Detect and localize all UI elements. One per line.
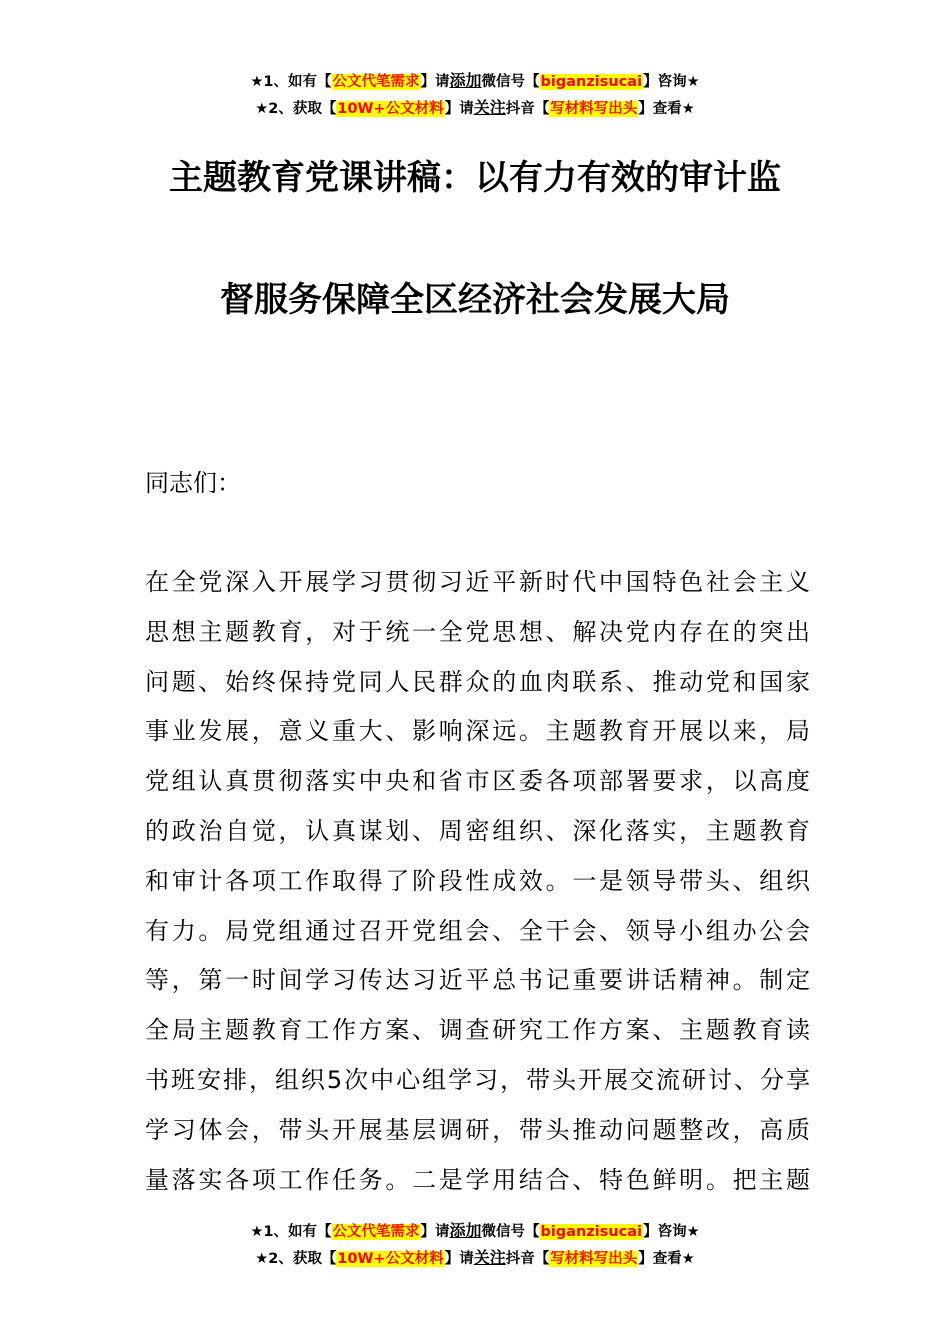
banner-text: 抖音【 [505,1251,550,1267]
body-line: 学习体会，带头开展基层调研，带头推动问题整改，高质 [145,1115,810,1144]
banner-text: 】咨询★ [643,1224,700,1240]
body-line: 量落实各项工作任务。二是学用结合、特色鲜明。把主题 [145,1165,810,1194]
banner-text: 】查看★ [638,101,695,117]
banner-text: 抖音【 [505,101,550,117]
body-line: 书班安排，组织5次中心组学习，带头开展交流研讨、分享 [145,1065,810,1094]
greeting: 同志们： [145,469,241,497]
footer-banner [0,1218,950,1272]
body-line: 问题、始终保持党同人民群众的血肉联系、推动党和国家 [145,667,810,696]
banner-highlight: 公文代笔需求 [332,1224,420,1240]
banner-text: 】请 [444,1251,474,1267]
banner-text: ★1、如有【 [250,74,332,90]
body-paragraph [145,562,810,1209]
banner-underlined-text: 关注 [473,1248,506,1267]
banner-line-1 [0,1218,950,1245]
banner-line-2 [0,95,950,122]
body-line: 事业发展，意义重大、影响深远。主题教育开展以来，局 [145,717,810,746]
body-line: 全局主题教育工作方案、调查研究工作方案、主题教育读 [145,1016,810,1045]
banner-text: 微信号【 [481,1224,540,1240]
body-line: 党组认真贯彻落实中央和省市区委各项部署要求，以高度 [145,767,810,796]
banner-highlight: 10W+公文材料 [337,101,444,117]
body-line: 和审计各项工作取得了阶段性成效。一是领导带头、组织 [145,866,810,895]
banner-text: ★2、获取【 [255,1251,337,1267]
header-banner [0,68,950,122]
document-title-line-2: 督服务保障全区经济社会发展大局 [220,280,730,320]
banner-text: 】咨询★ [643,74,700,90]
banner-highlight: 10W+公文材料 [337,1251,444,1267]
banner-line-2 [0,1245,950,1272]
banner-line-1 [0,68,950,95]
banner-underlined-text: 关注 [473,98,506,117]
banner-text: 微信号【 [481,74,540,90]
banner-text: 】请 [420,74,450,90]
document-title-line-1: 主题教育党课讲稿：以有力有效的审计监 [169,158,781,198]
body-line: 有力。局党组通过召开党组会、全干会、领导小组办公会 [145,916,810,945]
banner-text: ★2、获取【 [255,101,337,117]
banner-highlight: biganzisucai [540,74,643,90]
banner-underlined-text: 添加 [449,1221,482,1240]
body-line: 等，第一时间学习传达习近平总书记重要讲话精神。制定 [145,966,810,995]
banner-text: 】请 [444,101,474,117]
banner-text: 】请 [420,1224,450,1240]
banner-highlight: 写材料写出头 [550,1251,638,1267]
banner-highlight: 公文代笔需求 [332,74,420,90]
banner-highlight: biganzisucai [540,1224,643,1240]
body-line: 的政治自觉，认真谋划、周密组织、深化落实，主题教育 [145,816,810,845]
banner-text: ★1、如有【 [250,1224,332,1240]
body-line: 思想主题教育，对于统一全党思想、解决党内存在的突出 [145,617,810,646]
banner-underlined-text: 添加 [449,71,482,90]
banner-highlight: 写材料写出头 [550,101,638,117]
body-line: 在全党深入开展学习贯彻习近平新时代中国特色社会主义 [145,568,810,596]
banner-text: 】查看★ [638,1251,695,1267]
